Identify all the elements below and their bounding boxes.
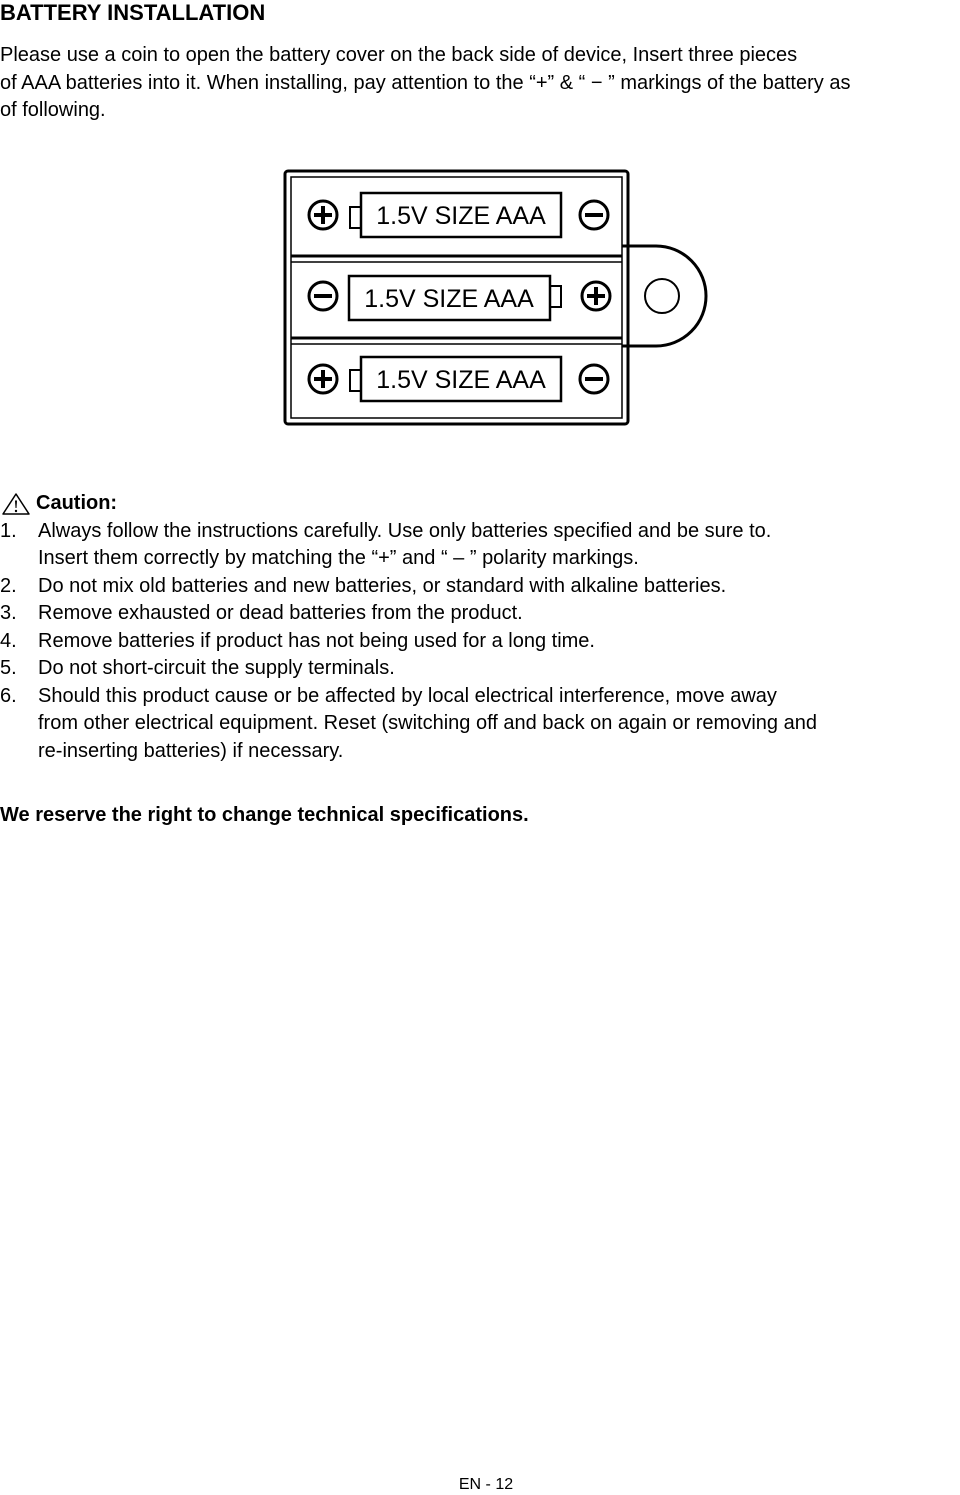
list-item xyxy=(0,600,950,628)
item-number: 2. xyxy=(0,574,17,597)
intro-line: of AAA batteries into it. When installing, pay attention to the “+” & “ − ” markings of the battery as xyxy=(0,71,851,94)
item-number: 5. xyxy=(0,657,17,679)
item-text: Insert them correctly by matching the “+” and “ – ” polarity markings. xyxy=(38,547,639,569)
battery-slot-2 xyxy=(309,276,610,320)
item-text: Remove exhausted or dead batteries from the product. xyxy=(38,602,523,624)
minus-terminal-icon xyxy=(580,365,608,393)
minus-terminal-icon xyxy=(580,201,608,229)
caution-header xyxy=(0,490,950,518)
battery-slot-3 xyxy=(309,357,608,401)
caution-list xyxy=(0,518,950,766)
battery-label: 1.5V SIZE AAA xyxy=(376,202,546,230)
item-number: 4. xyxy=(0,629,17,652)
item-text: Should this product cause or be affected by local electrical interference, move away xyxy=(38,684,777,707)
reserve-rights-note: We reserve the right to change technical specifications. xyxy=(0,804,529,826)
item-text: Always follow the instructions carefully. Use only batteries specified and be sure to. xyxy=(38,519,772,542)
item-text: from other electrical equipment. Reset (switching off and back on again or removing and xyxy=(38,712,817,734)
item-text: Do not mix old batteries and new batteries, or standard with alkaline batteries. xyxy=(38,574,727,597)
list-item xyxy=(0,573,950,601)
plus-terminal-icon xyxy=(309,365,337,393)
plus-terminal-icon xyxy=(582,282,610,310)
battery-slot-1 xyxy=(309,193,608,237)
warning-icon xyxy=(1,492,31,516)
list-item xyxy=(0,628,950,656)
item-number: 1. xyxy=(0,519,17,542)
battery-compartment-diagram xyxy=(280,168,720,430)
intro-line: of following. xyxy=(0,99,106,121)
caution-title: Caution: xyxy=(36,492,118,514)
plus-terminal-icon xyxy=(309,201,337,229)
list-item xyxy=(0,655,950,683)
minus-terminal-icon xyxy=(309,282,337,310)
page-number: EN - 12 xyxy=(458,1476,514,1493)
battery-label: 1.5V SIZE AAA xyxy=(376,366,546,394)
battery-label: 1.5V SIZE AAA xyxy=(364,285,534,313)
item-number: 3. xyxy=(0,602,17,624)
item-text: re-inserting batteries) if necessary. xyxy=(38,739,344,762)
page-heading: BATTERY INSTALLATION xyxy=(0,0,266,25)
item-text: Do not short-circuit the supply terminals. xyxy=(38,657,395,679)
item-number: 6. xyxy=(0,684,17,707)
intro-paragraph xyxy=(0,42,950,125)
intro-line: Please use a coin to open the battery cover on the back side of device, Insert three pieces xyxy=(0,44,798,66)
item-text: Remove batteries if product has not being used for a long time. xyxy=(38,629,595,652)
list-item xyxy=(0,683,950,766)
caution-section xyxy=(0,490,950,765)
list-item xyxy=(0,518,950,573)
